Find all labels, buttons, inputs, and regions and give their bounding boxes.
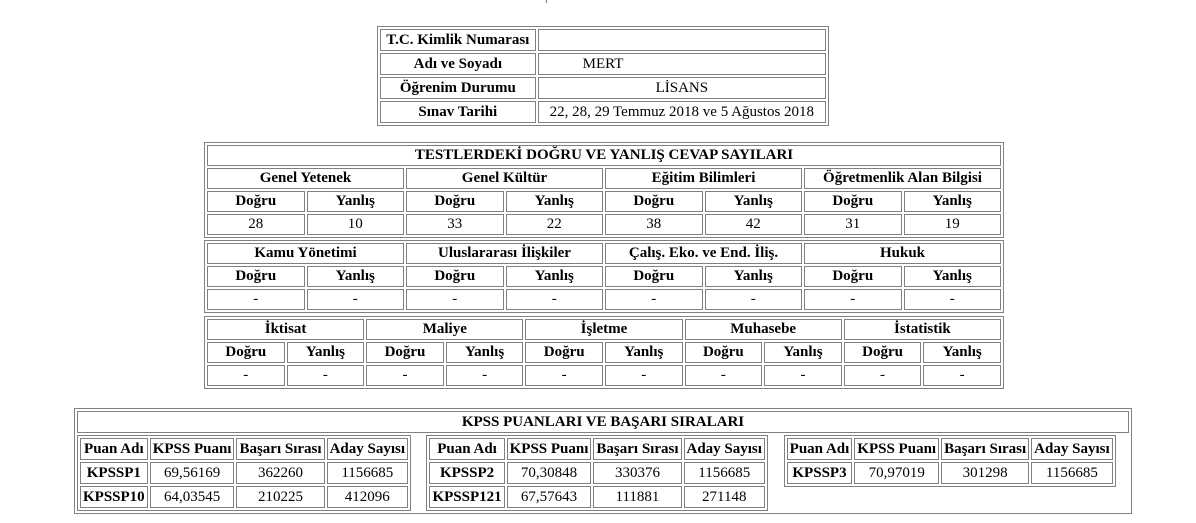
col-header: KPSS Puanı [507,438,592,460]
test-name: Çalış. Eko. ve End. İliş. [605,243,802,264]
col-header: Aday Sayısı [1031,438,1112,460]
correct-value: - [406,289,504,310]
kpss-block-2 [426,435,781,511]
correct-value: - [685,365,763,386]
info-label: T.C. Kimlik Numarası [380,29,536,51]
test-name: Hukuk [804,243,1001,264]
correct-value: 28 [207,214,305,235]
kpss-subtable [784,435,1116,487]
correct-value: 31 [804,214,902,235]
candidate-count: 1156685 [1031,462,1112,484]
rank-value: 111881 [593,486,681,508]
candidate-info-table [377,26,829,126]
kpss-subtable [426,435,768,511]
wrong-value: - [764,365,842,386]
kpss-header-row [429,438,765,460]
col-header: Başarı Sırası [941,438,1029,460]
wrong-value: 42 [705,214,803,235]
score-value: 67,57643 [507,486,592,508]
test-name: Genel Kültür [406,168,603,189]
wrong-value: - [923,365,1001,386]
info-label: Sınav Tarihi [380,101,536,123]
test-name: İktisat [207,319,364,340]
col-header: Başarı Sırası [236,438,324,460]
correct-header: Doğru [605,191,703,212]
correct-header: Doğru [366,342,444,363]
info-value: MERT [538,53,826,75]
kpss-block-3 [784,435,1129,511]
score-value: 70,30848 [507,462,592,484]
col-header: KPSS Puanı [854,438,939,460]
kpss-header-row [80,438,408,460]
info-value: LİSANS [538,77,826,99]
correct-header: Doğru [804,266,902,287]
test-name: Genel Yetenek [207,168,404,189]
correct-header: Doğru [804,191,902,212]
col-header: Puan Adı [80,438,148,460]
correct-value: - [366,365,444,386]
wrong-value: - [605,365,683,386]
candidate-count: 271148 [684,486,765,508]
kpss-subtable [77,435,411,511]
test-name: Eğitim Bilimleri [605,168,802,189]
test-name: İstatistik [844,319,1001,340]
info-label: Adı ve Soyadı [380,53,536,75]
value-row [207,214,1001,235]
info-row-education [380,77,826,99]
wrong-value: 22 [506,214,604,235]
value-row [207,365,1001,386]
wrong-value: 10 [307,214,405,235]
wrong-value: 19 [904,214,1002,235]
info-label: Öğrenim Durumu [380,77,536,99]
correct-value: 38 [605,214,703,235]
kpss-block-1 [77,435,424,511]
test-results-table-2 [204,240,1004,313]
info-row-name [380,53,826,75]
wrong-value: - [307,289,405,310]
col-header: KPSS Puanı [150,438,235,460]
col-header: Puan Adı [429,438,504,460]
correct-header: Doğru [406,266,504,287]
info-value: 22, 28, 29 Temmuz 2018 ve 5 Ağustos 2018 [538,101,826,123]
kpss-row [80,462,408,484]
correct-header: Doğru [525,342,603,363]
correct-header: Doğru [406,191,504,212]
correct-header: Doğru [207,342,285,363]
test-name-row [207,243,1001,264]
candidate-count: 1156685 [684,462,765,484]
correct-value: - [804,289,902,310]
correct-value: - [844,365,922,386]
score-name: KPSSP1 [80,462,148,484]
wrong-header: Yanlış [506,191,604,212]
score-value: 69,56169 [150,462,235,484]
test-name-row [207,168,1001,189]
wrong-header: Yanlış [904,266,1002,287]
correct-header: Doğru [207,191,305,212]
test-results-table-3 [204,316,1004,389]
rank-value: 301298 [941,462,1029,484]
wrong-value: - [705,289,803,310]
header-row [207,266,1001,287]
wrong-header: Yanlış [605,342,683,363]
correct-value: - [525,365,603,386]
kpss-row [80,486,408,508]
correct-header: Doğru [207,266,305,287]
correct-value: - [207,365,285,386]
col-header: Puan Adı [787,438,853,460]
tests-title: TESTLERDEKİ DOĞRU VE YANLIŞ CEVAP SAYILARI [207,145,1001,166]
candidate-count: 412096 [327,486,408,508]
wrong-header: Yanlış [705,191,803,212]
test-name: Kamu Yönetimi [207,243,404,264]
wrong-value: - [287,365,365,386]
top-mark [546,0,547,3]
score-name: KPSSP121 [429,486,504,508]
rank-value: 362260 [236,462,324,484]
info-row-exam-date [380,101,826,123]
col-header: Aday Sayısı [684,438,765,460]
col-header: Aday Sayısı [327,438,408,460]
col-header: Başarı Sırası [593,438,681,460]
test-name: İşletme [525,319,682,340]
kpss-title: KPSS PUANLARI VE BAŞARI SIRALARI [77,411,1129,433]
wrong-value: - [904,289,1002,310]
correct-value: 33 [406,214,504,235]
wrong-value: - [506,289,604,310]
wrong-header: Yanlış [904,191,1002,212]
score-name: KPSSP2 [429,462,504,484]
correct-header: Doğru [605,266,703,287]
score-value: 64,03545 [150,486,235,508]
score-name: KPSSP10 [80,486,148,508]
rank-value: 210225 [236,486,324,508]
wrong-header: Yanlış [446,342,524,363]
info-value [538,29,826,51]
correct-header: Doğru [685,342,763,363]
info-row-id [380,29,826,51]
rank-value: 330376 [593,462,681,484]
wrong-header: Yanlış [307,266,405,287]
correct-header: Doğru [844,342,922,363]
score-name: KPSSP3 [787,462,853,484]
score-value: 70,97019 [854,462,939,484]
test-name: Muhasebe [685,319,842,340]
wrong-value: - [446,365,524,386]
wrong-header: Yanlış [764,342,842,363]
correct-value: - [207,289,305,310]
test-name: Maliye [366,319,523,340]
value-row [207,289,1001,310]
kpss-row [429,486,765,508]
kpss-row [429,462,765,484]
test-results-table-1 [204,142,1004,238]
kpss-row [787,462,1113,484]
test-name: Öğretmenlik Alan Bilgisi [804,168,1001,189]
kpss-scores-table [74,408,1132,514]
kpss-header-row [787,438,1113,460]
wrong-header: Yanlış [506,266,604,287]
test-name: Uluslararası İlişkiler [406,243,603,264]
wrong-header: Yanlış [923,342,1001,363]
correct-value: - [605,289,703,310]
candidate-count: 1156685 [327,462,408,484]
wrong-header: Yanlış [705,266,803,287]
wrong-header: Yanlış [307,191,405,212]
wrong-header: Yanlış [287,342,365,363]
test-name-row [207,319,1001,340]
header-row [207,191,1001,212]
header-row [207,342,1001,363]
